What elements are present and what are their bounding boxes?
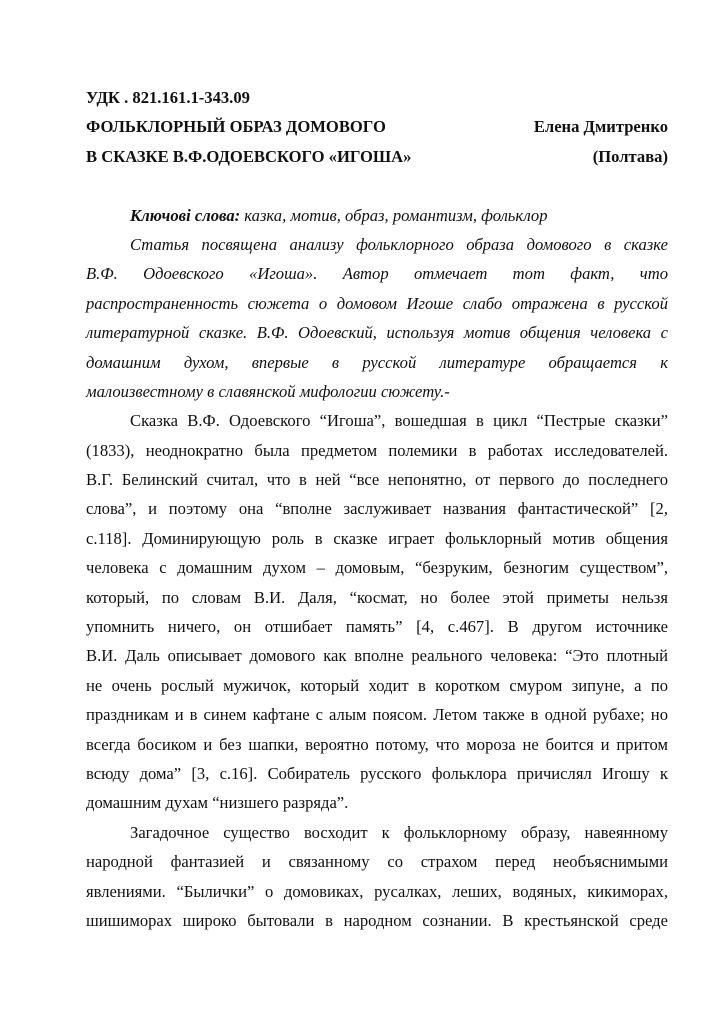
author-name: Елена Дмитренко	[533, 117, 668, 137]
text-line: не очень рослый мужичок, который ходит в коротком смуром зипуне, а по	[86, 675, 668, 695]
keywords-text: казка, мотив, образ, романтизм, фольклор	[240, 205, 548, 225]
document-page	[86, 83, 668, 935]
text-line: шишиморах широко бытовали в народном сознании. В крестьянской среде	[86, 910, 668, 930]
title-row-2	[86, 142, 668, 171]
text-line: распространенность сюжета о домовом Игоше слабо отражена в русской	[86, 293, 668, 313]
text-line: всюду дома” [3, с.16]. Собиратель русского фольклора причислял Игошу к	[86, 763, 668, 783]
text-line: человека с домашним духом – домовым, “безруким, безногим существом”,	[86, 558, 668, 578]
text-line: литературной сказке. В.Ф. Одоевский, используя мотив общения человека с	[86, 323, 668, 343]
article-title-line-2: В СКАЗКЕ В.Ф.ОДОЕВСКОГО «ИГОША»	[86, 146, 412, 166]
text-line: домашним духам “низшего разряда”.	[86, 793, 349, 813]
text-line: с.118]. Доминирующую роль в сказке играет фольклорный мотив общения	[86, 528, 668, 548]
text-line: Сказка В.Ф. Одоевского “Игоша”, вошедшая в цикл “Пестрые сказки”	[130, 411, 668, 431]
abstract	[86, 230, 668, 406]
udc-line	[86, 83, 668, 112]
text-line: Статья посвящена анализу фольклорного образа домового в сказке	[130, 234, 668, 254]
text-line: упомнить ничего, он отшибает память” [4, с.467]. В другом источнике	[86, 617, 668, 637]
article-title-line-1: ФОЛЬКЛОРНЫЙ ОБРАЗ ДОМОВОГО	[86, 117, 386, 137]
text-line: всегда босиком и без шапки, вероятно потому, что мороза не боится и притом	[86, 734, 668, 754]
text-line: слова”, и поэтому она “вполне заслуживает названия фантастической” [2,	[86, 499, 668, 519]
udc-code: УДК . 821.161.1-343.09	[86, 88, 250, 107]
keywords-label: Ключові слова:	[130, 205, 241, 225]
paragraph-1	[86, 406, 668, 817]
author-city: (Полтава)	[592, 146, 668, 166]
text-line: малоизвестному в славянской мифологии сюжету.-	[86, 381, 450, 401]
text-line: праздникам и в синем кафтане с алым поясом. Летом также в одной рубахе; но	[86, 705, 668, 725]
text-line: (1833), неоднократно была предметом полемики в работах исследователей.	[86, 440, 668, 460]
text-line: В.Ф. Одоевского «Игоша». Автор отмечает тот факт, что	[86, 264, 668, 284]
text-line: народной фантазией и связанному со страхом перед необъяснимыми	[86, 852, 668, 872]
text-line: домашним духом, впервые в русской литературе обращается к	[86, 352, 668, 372]
paragraph-2	[86, 818, 668, 936]
text-line: В.Г. Белинский считал, что в ней “все непонятно, от первого до последнего	[86, 470, 668, 490]
text-line: который, по словам В.И. Даля, “космат, но более этой приметы нельзя	[86, 587, 668, 607]
text-line: явлениями. “Былички” о домовиках, русалках, леших, водяных, кикиморах,	[86, 881, 668, 901]
title-row-1	[86, 112, 668, 141]
text-line: Загадочное существо восходит к фольклорному образу, навеянному	[130, 822, 668, 842]
text-line: В.И. Даль описывает домового как вполне реального человека: “Это плотный	[86, 646, 668, 666]
keywords-line	[86, 201, 668, 230]
